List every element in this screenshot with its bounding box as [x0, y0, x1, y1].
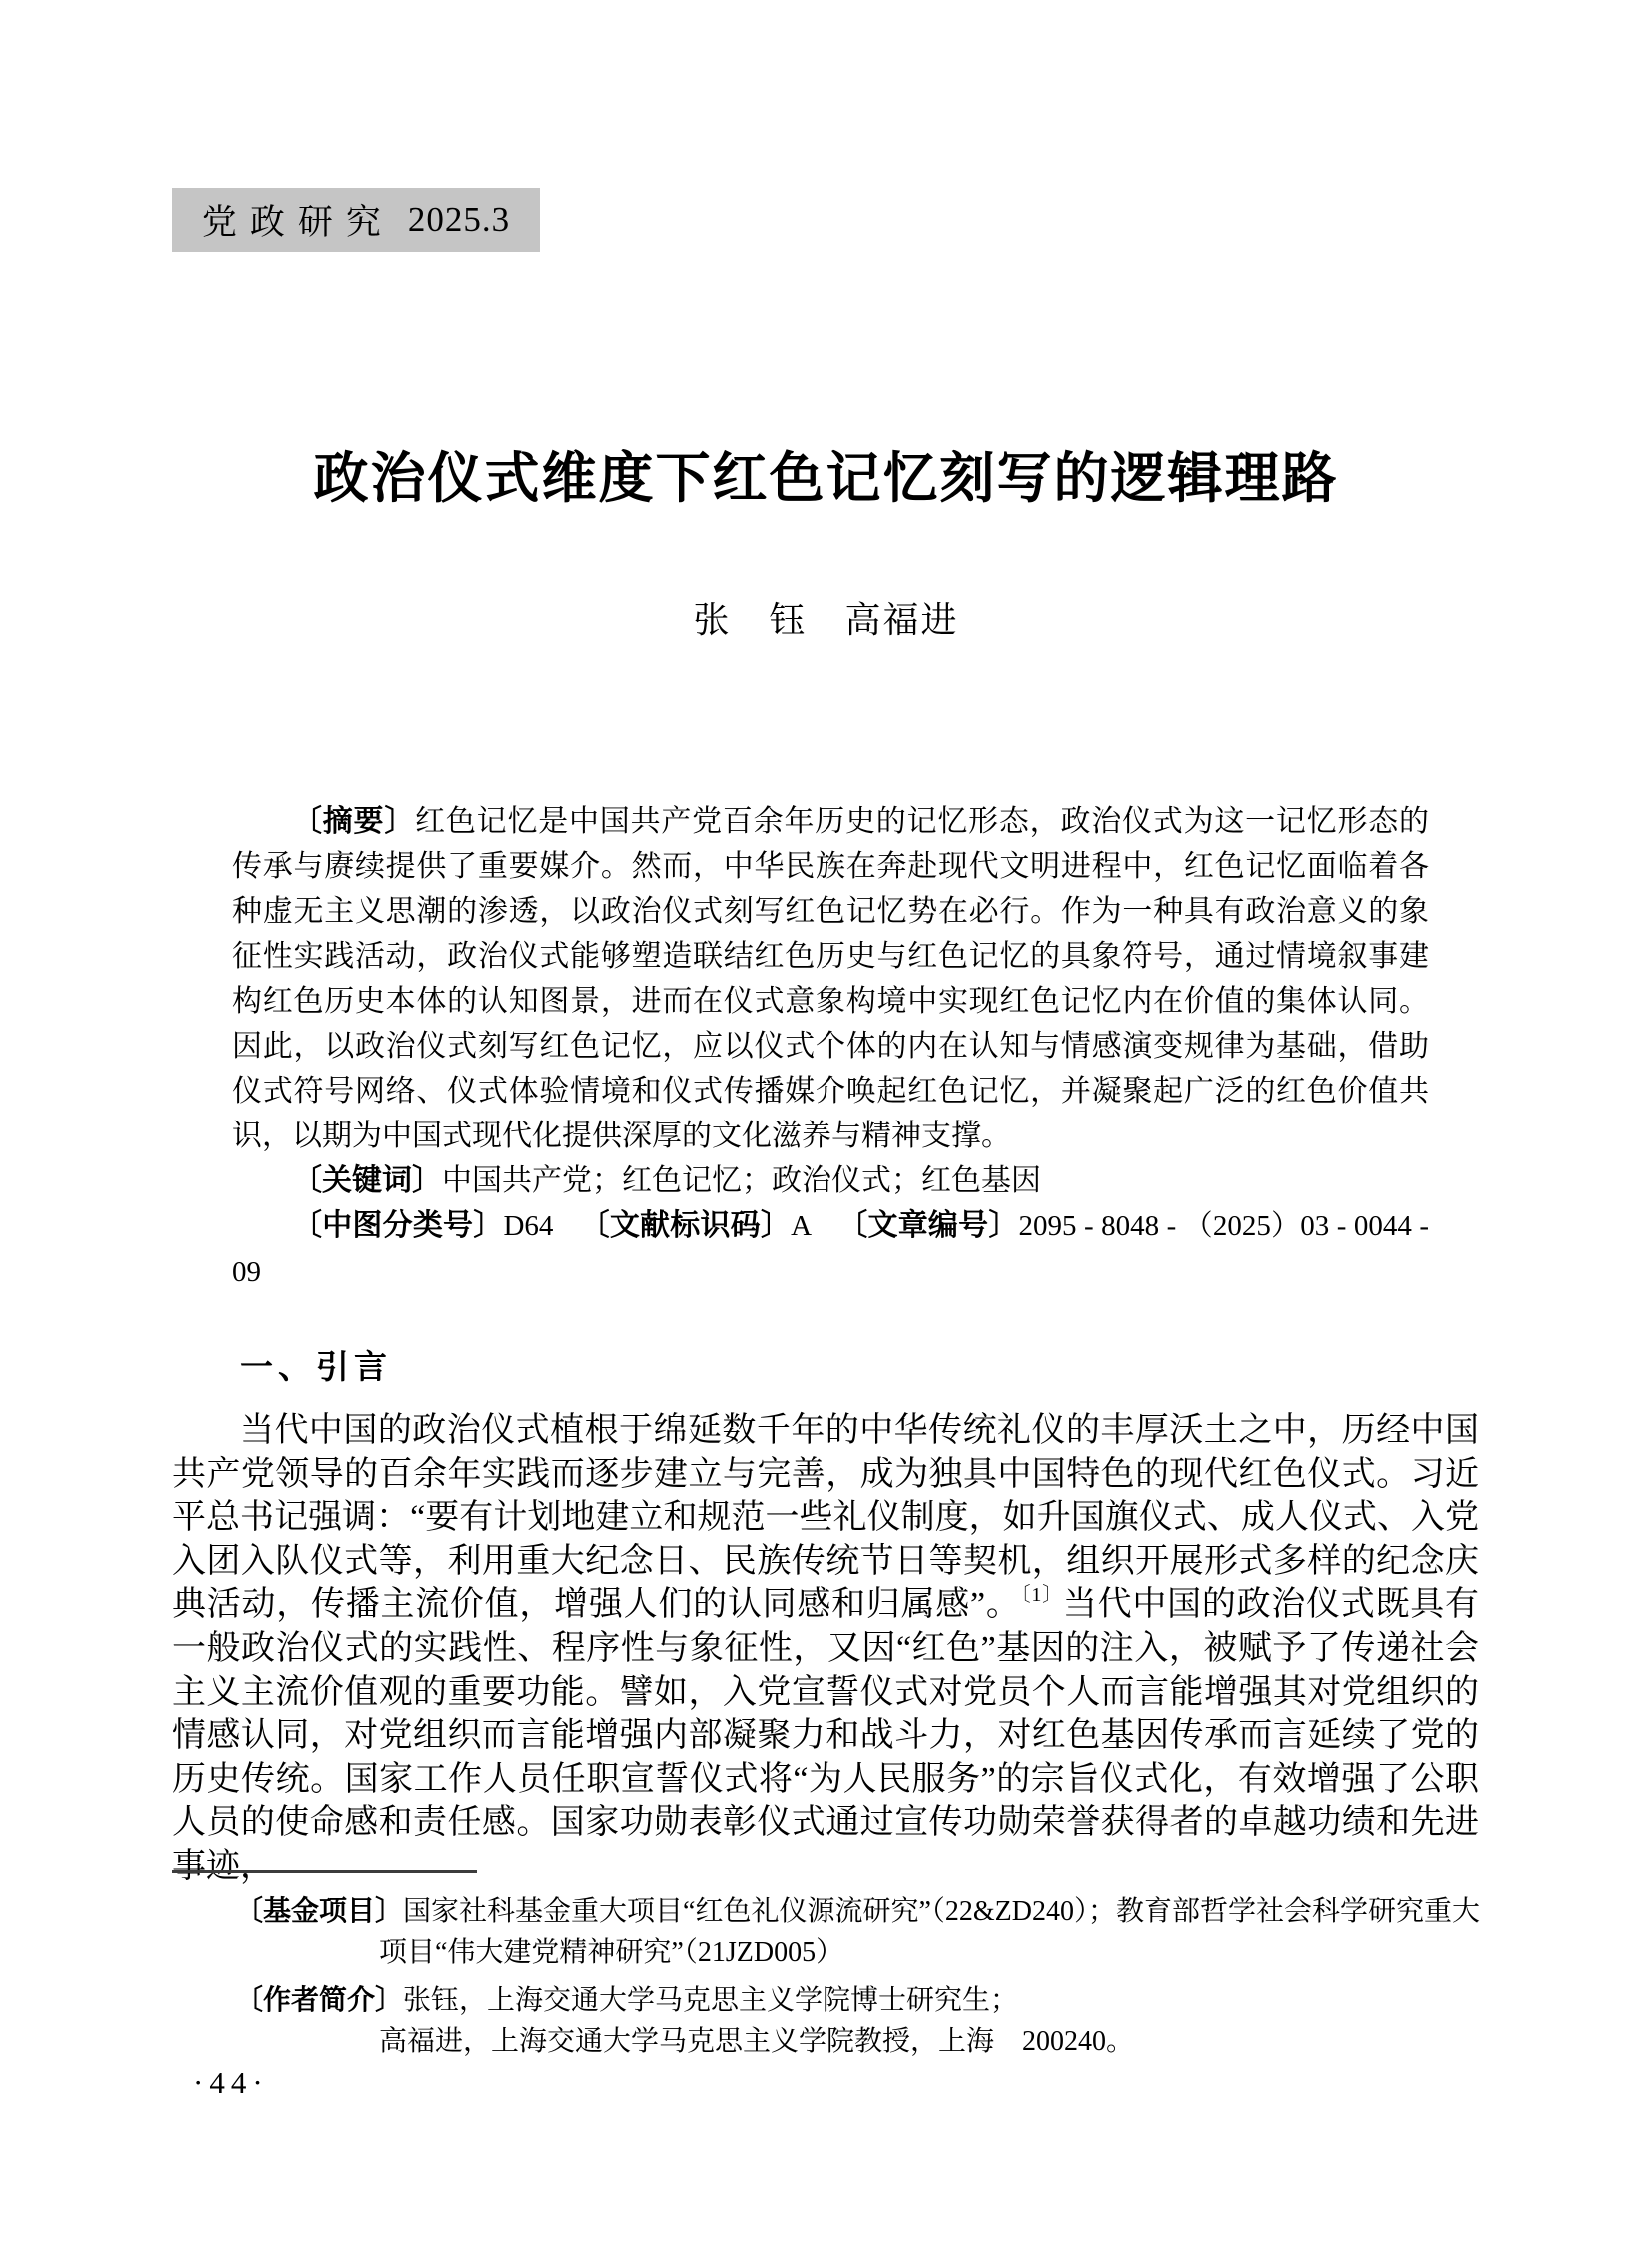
bio-line1: 张钰，上海交通大学马克思主义学院博士研究生；	[403, 1985, 1019, 2016]
fund-text: 国家社科基金重大项目“红色礼仪源流研究”（22&ZD240）；教育部哲学社会科学研究重大项目“伟大建党精神研究”（21JZD005）	[379, 1896, 1480, 1968]
intro-text-after-ref: 当代中国的政治仪式既具有一般政治仪式的实践性、程序性与象征性，又因“红色”基因的注入，被赋予了传递社会主义主流价值观的重要功能。譬如，入党宣誓仪式对党员个人而言能增强其对党组织的情感认同，对党组织而言能增强内部凝聚力和战斗力，对红色基因传承而言延续了党的历史传统。国家工作人员任职宣誓仪式将“为人民服务”的宗旨仪式化，有效增强了公职人员的使命感和责任感。国家功勋表彰仪式通过宣传功勋荣誉获得者的卓越功绩和先进事迹，	[172, 1586, 1480, 1885]
bio-line2: 高福进，上海交通大学马克思主义学院教授，上海 200240。	[379, 2025, 1135, 2057]
keywords-text: 中国共产党；红色记忆；政治仪式；红色基因	[442, 1164, 1041, 1197]
section-heading-introduction: 一、引言	[240, 1348, 392, 1385]
bio-label: 〔作者简介〕	[235, 1984, 404, 2015]
journal-header-box	[172, 188, 540, 252]
page-number: ·44·	[193, 2065, 269, 2100]
journal-issue: 2025.3	[407, 200, 511, 239]
keywords-label: 〔关键词〕	[292, 1164, 442, 1197]
intro-paragraph	[172, 1409, 1479, 1889]
doc-code-pair	[579, 1209, 812, 1242]
footnote-fund-project	[235, 1891, 1480, 1973]
doc-code-label: 〔文献标识码〕	[579, 1209, 792, 1242]
front-matter	[232, 799, 1429, 1295]
intro-text-before-ref: 当代中国的政治仪式植根于绵延数千年的中华传统礼仪的丰厚沃土之中，历经中国共产党领导的百余年实践而逐步建立与完善，成为独具中国特色的现代红色仪式。习近平总书记强调：“要有计划地建立和规范一些礼仪制度，如升国旗仪式、成人仪式、入党入团入队仪式等，利用重大纪念日、民族传统节日等契机，组织开展形式多样的纪念庆典活动，传播主流价值，增强人们的认同感和归属感”。	[172, 1412, 1479, 1624]
journal-name: 党政研究	[201, 203, 394, 242]
article-authors: 张 钰 高福进	[693, 600, 959, 640]
classification-line	[232, 1203, 1429, 1295]
article-id-value: 2095 - 8048 - （2025）03 - 0044 - 09	[232, 1210, 1430, 1288]
footnotes	[235, 1891, 1480, 2062]
fund-label: 〔基金项目〕	[235, 1895, 404, 1926]
abstract-paragraph	[232, 799, 1429, 1158]
abstract-label: 〔摘要〕	[292, 805, 416, 838]
clc-label: 〔中图分类号〕	[292, 1209, 504, 1242]
clc-value: D64	[503, 1210, 554, 1242]
clc-pair	[292, 1209, 553, 1242]
article-id-label: 〔文章编号〕	[837, 1209, 1019, 1242]
doc-code-value: A	[791, 1210, 813, 1242]
article-title: 政治仪式维度下红色记忆刻写的逻辑理路	[313, 447, 1339, 509]
footnote-author-bio	[235, 1980, 1480, 2062]
keywords-line	[232, 1158, 1429, 1203]
footnote-divider	[172, 1870, 477, 1873]
ref-marker-1: 〔1〕	[1020, 1584, 1063, 1607]
abstract-text: 红色记忆是中国共产党百余年历史的记忆形态，政治仪式为这一记忆形态的传承与赓续提供了重要媒介。然而，中华民族在奔赴现代文明进程中，红色记忆面临着各种虚无主义思潮的渗透，以政治仪式刻写红色记忆势在必行。作为一种具有政治意义的象征性实践活动，政治仪式能够塑造联结红色历史与红色记忆的具象符号，通过情境叙事建构红色历史本体的认知图景，进而在仪式意象构境中实现红色记忆内在价值的集体认同。因此，以政治仪式刻写红色记忆，应以仪式个体的内在认知与情感演变规律为基础，借助仪式符号网络、仪式体验情境和仪式传播媒介唤起红色记忆，并凝聚起广泛的红色价值共识，以期为中国式现代化提供深厚的文化滋养与精神支撑。	[232, 805, 1430, 1152]
